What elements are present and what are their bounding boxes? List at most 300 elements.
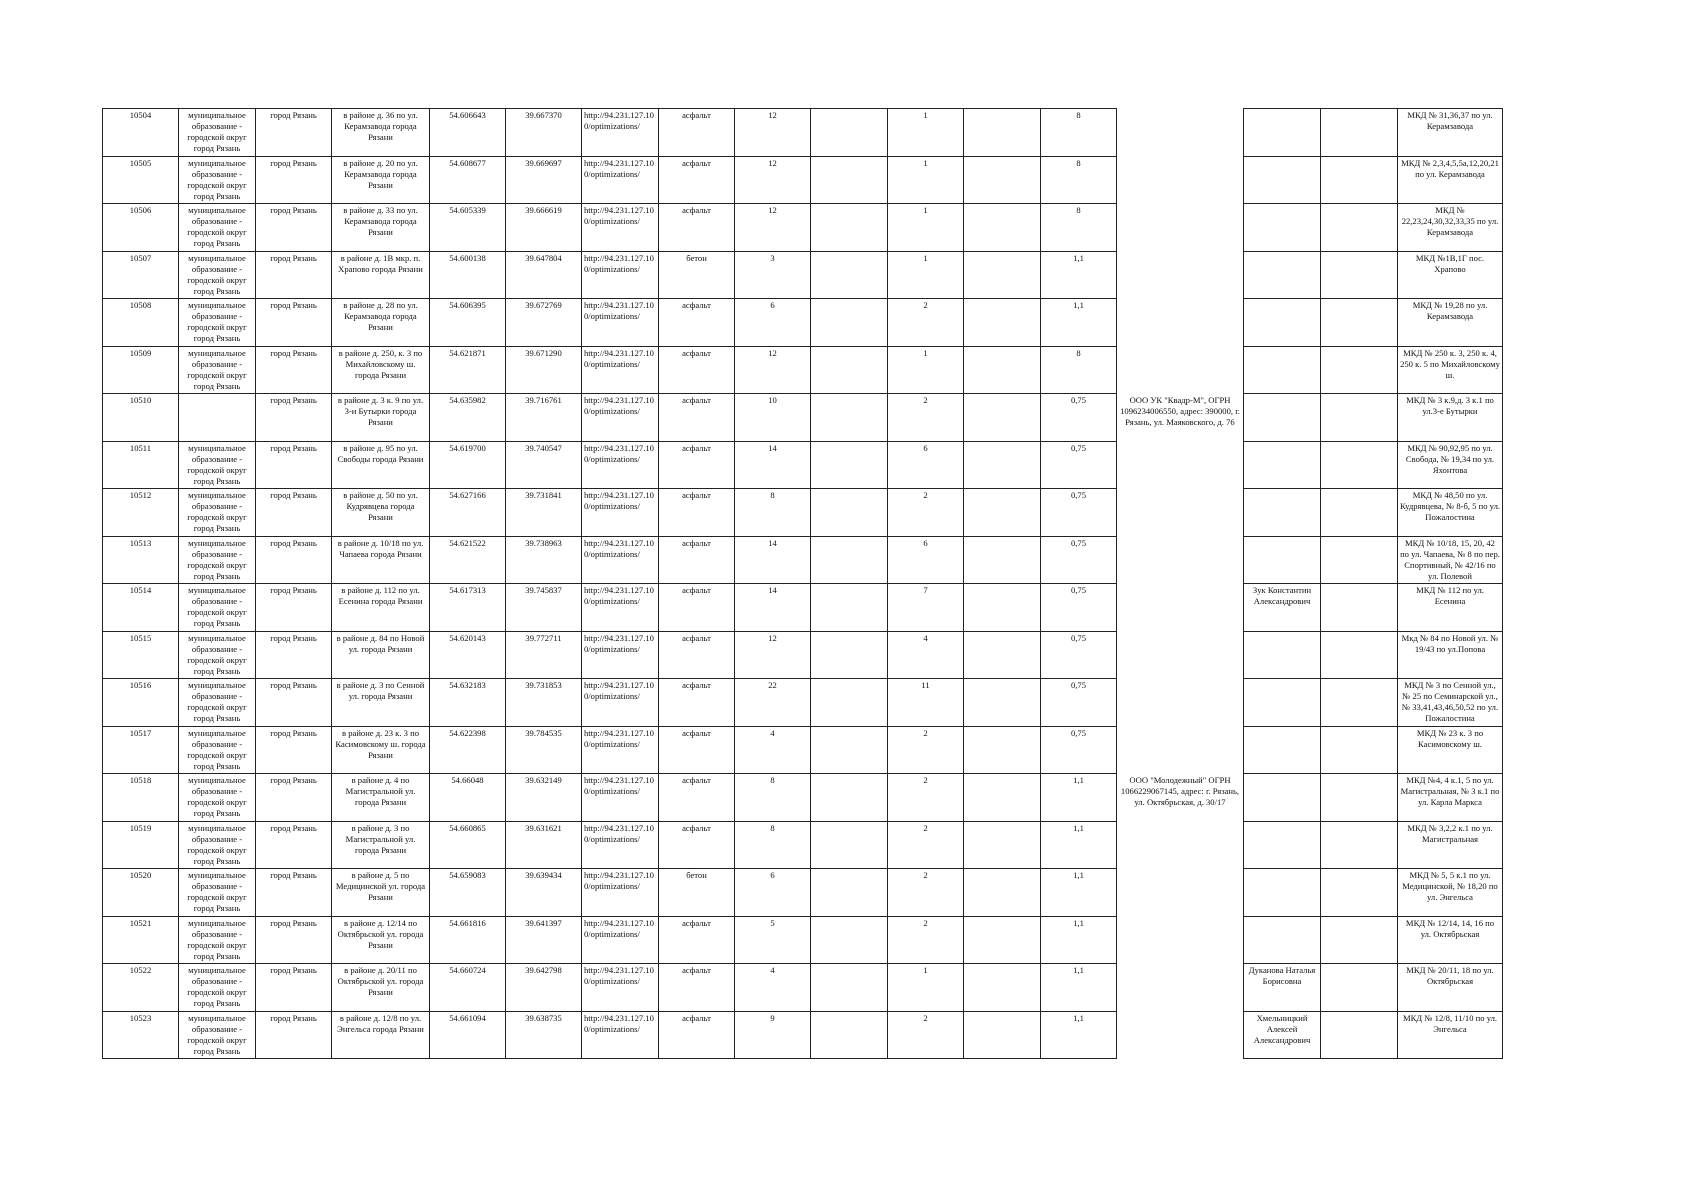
table-row	[103, 774, 1503, 822]
area-cell: 12	[735, 109, 811, 157]
municipality-cell: муниципальное образование - городской округ город Рязань	[179, 964, 256, 1012]
empty-cell	[1321, 869, 1398, 917]
location-cell: в районе д. 12/14 по Октябрьской ул. города Рязани	[332, 916, 430, 964]
map-link-cell[interactable]: http://94.231.127.100/optimizations/	[582, 441, 659, 489]
surface-cell: асфальт	[659, 916, 735, 964]
location-cell: в районе д. 33 по ул. Керамзавода города Рязани	[332, 204, 430, 252]
empty-cell	[964, 251, 1041, 299]
location-cell: в районе д. 250, к. 3 по Михайловскому ш. города Рязани	[332, 346, 430, 394]
volume-cell: 1,1	[1041, 916, 1117, 964]
contact-cell	[1244, 156, 1321, 204]
empty-cell	[811, 109, 888, 157]
site-number-cell: 10519	[103, 821, 179, 869]
empty-cell	[964, 109, 1041, 157]
table-row	[103, 916, 1503, 964]
area-cell: 4	[735, 726, 811, 774]
area-cell: 6	[735, 299, 811, 347]
area-cell: 12	[735, 631, 811, 679]
empty-cell	[964, 489, 1041, 537]
surface-cell: асфальт	[659, 536, 735, 584]
empty-cell	[811, 346, 888, 394]
latitude-cell: 54.620143	[430, 631, 506, 679]
containers-cell: 1	[888, 964, 964, 1012]
latitude-cell: 54.608677	[430, 156, 506, 204]
location-cell: в районе д. 20 по ул. Керамзавода города Рязани	[332, 156, 430, 204]
empty-cell	[964, 346, 1041, 394]
area-cell: 22	[735, 679, 811, 727]
surface-cell: асфальт	[659, 1011, 735, 1059]
map-link-cell[interactable]: http://94.231.127.100/optimizations/	[582, 631, 659, 679]
city-cell: город Рязань	[256, 964, 332, 1012]
map-link-cell[interactable]: http://94.231.127.100/optimizations/	[582, 536, 659, 584]
contact-cell	[1244, 346, 1321, 394]
contact-cell	[1244, 631, 1321, 679]
longitude-cell: 39.716761	[506, 394, 582, 442]
longitude-cell: 39.641397	[506, 916, 582, 964]
contact-cell	[1244, 726, 1321, 774]
served-buildings-cell: МКД № 12/14, 14, 16 по ул. Октябрьская	[1398, 916, 1503, 964]
map-link-cell[interactable]: http://94.231.127.100/optimizations/	[582, 346, 659, 394]
owner-cell	[1117, 346, 1244, 394]
table-row	[103, 156, 1503, 204]
volume-cell: 0,75	[1041, 394, 1117, 442]
empty-cell	[1321, 204, 1398, 252]
longitude-cell: 39.745837	[506, 584, 582, 632]
served-buildings-cell: Мкд № 84 по Новой ул. № 19/43 по ул.Попова	[1398, 631, 1503, 679]
empty-cell	[1321, 156, 1398, 204]
surface-cell: асфальт	[659, 821, 735, 869]
location-cell: в районе д. 36 по ул. Керамзавода города Рязани	[332, 109, 430, 157]
area-cell: 14	[735, 441, 811, 489]
map-link-cell[interactable]: http://94.231.127.100/optimizations/	[582, 394, 659, 442]
municipality-cell: муниципальное образование - городской округ город Рязань	[179, 726, 256, 774]
contact-cell: Хмельницкий Алексей Александрович	[1244, 1011, 1321, 1059]
empty-cell	[811, 489, 888, 537]
city-cell: город Рязань	[256, 726, 332, 774]
table-row	[103, 204, 1503, 252]
owner-cell	[1117, 156, 1244, 204]
latitude-cell: 54.605339	[430, 204, 506, 252]
map-link-cell[interactable]: http://94.231.127.100/optimizations/	[582, 726, 659, 774]
latitude-cell: 54.617313	[430, 584, 506, 632]
city-cell: город Рязань	[256, 346, 332, 394]
empty-cell	[811, 204, 888, 252]
containers-cell: 2	[888, 1011, 964, 1059]
area-cell: 6	[735, 869, 811, 917]
owner-cell	[1117, 441, 1244, 489]
latitude-cell: 54.622398	[430, 726, 506, 774]
empty-cell	[811, 299, 888, 347]
owner-cell	[1117, 536, 1244, 584]
containers-cell: 7	[888, 584, 964, 632]
volume-cell: 1,1	[1041, 964, 1117, 1012]
site-number-cell: 10512	[103, 489, 179, 537]
city-cell: город Рязань	[256, 774, 332, 822]
contact-cell	[1244, 251, 1321, 299]
empty-cell	[964, 679, 1041, 727]
municipality-cell: муниципальное образование - городской округ город Рязань	[179, 251, 256, 299]
municipality-cell: муниципальное образование - городской округ город Рязань	[179, 204, 256, 252]
location-cell: в районе д. 112 по ул. Есенина города Рязани	[332, 584, 430, 632]
map-link-cell[interactable]: http://94.231.127.100/optimizations/	[582, 109, 659, 157]
location-cell: в районе д. 3 по Магистральной ул. города Рязани	[332, 821, 430, 869]
latitude-cell: 54.606643	[430, 109, 506, 157]
location-cell: в районе д. 28 по ул. Керамзавода города Рязани	[332, 299, 430, 347]
area-cell: 10	[735, 394, 811, 442]
empty-cell	[811, 916, 888, 964]
site-number-cell: 10522	[103, 964, 179, 1012]
served-buildings-cell: МКД № 31,36,37 по ул. Керамзавода	[1398, 109, 1503, 157]
location-cell: в районе д. 1В мкр. п. Храпово города Рязани	[332, 251, 430, 299]
owner-cell	[1117, 109, 1244, 157]
volume-cell: 1,1	[1041, 774, 1117, 822]
volume-cell: 1,1	[1041, 299, 1117, 347]
location-cell: в районе д. 4 по Магистральной ул. города Рязани	[332, 774, 430, 822]
latitude-cell: 54.66048	[430, 774, 506, 822]
city-cell: город Рязань	[256, 821, 332, 869]
empty-cell	[1321, 1011, 1398, 1059]
surface-cell: асфальт	[659, 584, 735, 632]
empty-cell	[1321, 584, 1398, 632]
volume-cell: 1,1	[1041, 1011, 1117, 1059]
surface-cell: асфальт	[659, 204, 735, 252]
latitude-cell: 54.606395	[430, 299, 506, 347]
empty-cell	[964, 964, 1041, 1012]
site-number-cell: 10523	[103, 1011, 179, 1059]
containers-cell: 6	[888, 536, 964, 584]
table-row	[103, 441, 1503, 489]
contact-cell	[1244, 869, 1321, 917]
contact-cell: Зук Константин Александрович	[1244, 584, 1321, 632]
served-buildings-cell: МКД № 23 к. 3 по Касимовскому ш.	[1398, 726, 1503, 774]
municipality-cell: муниципальное образование - городской округ город Рязань	[179, 584, 256, 632]
city-cell: город Рязань	[256, 536, 332, 584]
empty-cell	[811, 251, 888, 299]
location-cell: в районе д. 20/11 по Октябрьской ул. города Рязани	[332, 964, 430, 1012]
empty-cell	[811, 774, 888, 822]
served-buildings-cell: МКД № 20/11, 18 по ул. Октябрьская	[1398, 964, 1503, 1012]
containers-cell: 2	[888, 821, 964, 869]
city-cell: город Рязань	[256, 916, 332, 964]
empty-cell	[1321, 536, 1398, 584]
municipality-cell: муниципальное образование - городской округ город Рязань	[179, 916, 256, 964]
empty-cell	[811, 869, 888, 917]
empty-cell	[811, 821, 888, 869]
empty-cell	[964, 916, 1041, 964]
location-cell: в районе д. 23 к. 3 по Касимовскому ш. города Рязани	[332, 726, 430, 774]
volume-cell: 0,75	[1041, 441, 1117, 489]
area-cell: 5	[735, 916, 811, 964]
longitude-cell: 39.731853	[506, 679, 582, 727]
area-cell: 8	[735, 821, 811, 869]
empty-cell	[1321, 251, 1398, 299]
empty-cell	[811, 679, 888, 727]
city-cell: город Рязань	[256, 1011, 332, 1059]
surface-cell: асфальт	[659, 441, 735, 489]
longitude-cell: 39.667370	[506, 109, 582, 157]
city-cell: город Рязань	[256, 204, 332, 252]
site-number-cell: 10513	[103, 536, 179, 584]
municipality-cell: муниципальное образование - городской округ город Рязань	[179, 346, 256, 394]
map-link-cell[interactable]: http://94.231.127.100/optimizations/	[582, 584, 659, 632]
map-link-cell[interactable]: http://94.231.127.100/optimizations/	[582, 489, 659, 537]
table-row	[103, 489, 1503, 537]
contact-cell	[1244, 441, 1321, 489]
empty-cell	[811, 964, 888, 1012]
longitude-cell: 39.672769	[506, 299, 582, 347]
empty-cell	[964, 536, 1041, 584]
owner-cell	[1117, 631, 1244, 679]
empty-cell	[964, 631, 1041, 679]
contact-cell	[1244, 299, 1321, 347]
empty-cell	[1321, 679, 1398, 727]
containers-cell: 11	[888, 679, 964, 727]
volume-cell: 0,75	[1041, 489, 1117, 537]
contact-cell	[1244, 204, 1321, 252]
table-row	[103, 394, 1503, 442]
empty-cell	[964, 394, 1041, 442]
municipality-cell: муниципальное образование - городской округ город Рязань	[179, 536, 256, 584]
contact-cell	[1244, 821, 1321, 869]
volume-cell: 1,1	[1041, 821, 1117, 869]
municipality-cell: муниципальное образование - городской округ город Рязань	[179, 441, 256, 489]
latitude-cell: 54.661816	[430, 916, 506, 964]
contact-cell	[1244, 774, 1321, 822]
table-row	[103, 869, 1503, 917]
contact-cell	[1244, 394, 1321, 442]
map-link-cell[interactable]: http://94.231.127.100/optimizations/	[582, 869, 659, 917]
containers-cell: 1	[888, 346, 964, 394]
longitude-cell: 39.731841	[506, 489, 582, 537]
location-cell: в районе д. 12/8 по ул. Энгельса города Рязани	[332, 1011, 430, 1059]
empty-cell	[811, 1011, 888, 1059]
volume-cell: 8	[1041, 346, 1117, 394]
owner-cell	[1117, 299, 1244, 347]
empty-cell	[1321, 916, 1398, 964]
area-cell: 9	[735, 1011, 811, 1059]
volume-cell: 0,75	[1041, 679, 1117, 727]
longitude-cell: 39.666619	[506, 204, 582, 252]
latitude-cell: 54.661094	[430, 1011, 506, 1059]
empty-cell	[964, 156, 1041, 204]
municipality-cell: муниципальное образование - городской округ город Рязань	[179, 869, 256, 917]
surface-cell: асфальт	[659, 156, 735, 204]
surface-cell: асфальт	[659, 394, 735, 442]
empty-cell	[811, 156, 888, 204]
area-cell: 3	[735, 251, 811, 299]
empty-cell	[1321, 964, 1398, 1012]
site-number-cell: 10507	[103, 251, 179, 299]
served-buildings-cell: МКД № 3,2,2 к.1 по ул. Магистральная	[1398, 821, 1503, 869]
empty-cell	[811, 584, 888, 632]
city-cell: город Рязань	[256, 631, 332, 679]
owner-cell	[1117, 726, 1244, 774]
location-cell: в районе д. 10/18 по ул. Чапаева города Рязани	[332, 536, 430, 584]
owner-cell	[1117, 916, 1244, 964]
containers-cell: 2	[888, 489, 964, 537]
owner-cell	[1117, 964, 1244, 1012]
table-row	[103, 726, 1503, 774]
served-buildings-cell: МКД № 112 по ул. Есенина	[1398, 584, 1503, 632]
latitude-cell: 54.635982	[430, 394, 506, 442]
empty-cell	[1321, 394, 1398, 442]
map-link-cell[interactable]: http://94.231.127.100/optimizations/	[582, 964, 659, 1012]
area-cell: 4	[735, 964, 811, 1012]
served-buildings-cell: МКД № 90,92,95 по ул. Свобода, № 19,34 по ул. Яхонтова	[1398, 441, 1503, 489]
surface-cell: асфальт	[659, 679, 735, 727]
city-cell: город Рязань	[256, 394, 332, 442]
table-row	[103, 631, 1503, 679]
map-link-cell[interactable]: http://94.231.127.100/optimizations/	[582, 299, 659, 347]
municipality-cell: муниципальное образование - городской округ город Рязань	[179, 299, 256, 347]
owner-cell	[1117, 489, 1244, 537]
city-cell: город Рязань	[256, 251, 332, 299]
longitude-cell: 39.632149	[506, 774, 582, 822]
latitude-cell: 54.619700	[430, 441, 506, 489]
containers-cell: 4	[888, 631, 964, 679]
volume-cell: 8	[1041, 156, 1117, 204]
latitude-cell: 54.632183	[430, 679, 506, 727]
city-cell: город Рязань	[256, 489, 332, 537]
contact-cell: Дуканова Наталья Борисовна	[1244, 964, 1321, 1012]
area-cell: 12	[735, 156, 811, 204]
location-cell: в районе д. 50 по ул. Кудрявцева города Рязани	[332, 489, 430, 537]
volume-cell: 1,1	[1041, 251, 1117, 299]
containers-cell: 1	[888, 251, 964, 299]
table-row	[103, 1011, 1503, 1059]
empty-cell	[1321, 774, 1398, 822]
site-number-cell: 10521	[103, 916, 179, 964]
municipality-cell: муниципальное образование - городской округ город Рязань	[179, 774, 256, 822]
volume-cell: 1,1	[1041, 869, 1117, 917]
owner-cell: ООО УК "Квадр-М", ОГРН 1096234006550, адрес: 390000, г. Рязань, ул. Маяковского, д. 76	[1120, 394, 1240, 427]
container-sites-table	[102, 108, 1503, 1059]
longitude-cell: 39.642798	[506, 964, 582, 1012]
map-link-cell[interactable]: http://94.231.127.100/optimizations/	[582, 156, 659, 204]
surface-cell: асфальт	[659, 299, 735, 347]
map-link-cell[interactable]: http://94.231.127.100/optimizations/	[582, 204, 659, 252]
table-row	[103, 679, 1503, 727]
latitude-cell: 54.621871	[430, 346, 506, 394]
longitude-cell: 39.669697	[506, 156, 582, 204]
city-cell: город Рязань	[256, 156, 332, 204]
site-number-cell: 10520	[103, 869, 179, 917]
containers-cell: 2	[888, 869, 964, 917]
site-number-cell: 10514	[103, 584, 179, 632]
map-link-cell[interactable]: http://94.231.127.100/optimizations/	[582, 679, 659, 727]
empty-cell	[964, 441, 1041, 489]
map-link-cell[interactable]: http://94.231.127.100/optimizations/	[582, 916, 659, 964]
table-row	[103, 299, 1503, 347]
contact-cell	[1244, 489, 1321, 537]
location-cell: в районе д. 84 по Новой ул. города Рязани	[332, 631, 430, 679]
surface-cell: асфальт	[659, 726, 735, 774]
city-cell: город Рязань	[256, 441, 332, 489]
site-number-cell: 10518	[103, 774, 179, 822]
empty-cell	[964, 821, 1041, 869]
surface-cell: бетон	[659, 869, 735, 917]
served-buildings-cell: МКД № 3 по Сенной ул., № 25 по Семинарской ул., № 33,41,43,46,50,52 по ул. Пожалостина	[1398, 679, 1503, 727]
map-link-cell[interactable]: http://94.231.127.100/optimizations/	[582, 821, 659, 869]
volume-cell: 0,75	[1041, 726, 1117, 774]
owner-cell	[1117, 869, 1244, 917]
volume-cell: 0,75	[1041, 536, 1117, 584]
empty-cell	[811, 726, 888, 774]
served-buildings-cell: МКД № 10/18, 15, 20, 42 по ул. Чапаева, № 8 по пер. Спортивный, № 42/16 по ул. Полевой	[1398, 536, 1503, 584]
empty-cell	[964, 299, 1041, 347]
table-row	[103, 536, 1503, 584]
empty-cell	[1321, 346, 1398, 394]
latitude-cell: 54.660865	[430, 821, 506, 869]
site-number-cell: 10509	[103, 346, 179, 394]
owner-cell	[1117, 251, 1244, 299]
surface-cell: асфальт	[659, 631, 735, 679]
containers-cell: 1	[888, 204, 964, 252]
map-link-cell[interactable]: http://94.231.127.100/optimizations/	[582, 251, 659, 299]
latitude-cell: 54.660724	[430, 964, 506, 1012]
surface-cell: асфальт	[659, 109, 735, 157]
served-buildings-cell: МКД № 12/8, 11/10 по ул. Энгельса	[1398, 1011, 1503, 1059]
site-number-cell: 10511	[103, 441, 179, 489]
volume-cell: 0,75	[1041, 631, 1117, 679]
empty-cell	[964, 204, 1041, 252]
table-row	[103, 821, 1503, 869]
empty-cell	[1321, 821, 1398, 869]
volume-cell: 8	[1041, 109, 1117, 157]
empty-cell	[964, 584, 1041, 632]
site-number-cell: 10517	[103, 726, 179, 774]
served-buildings-cell: МКД № 5, 5 к.1 по ул. Медицинской, № 18,20 по ул. Энгельса	[1398, 869, 1503, 917]
site-number-cell: 10515	[103, 631, 179, 679]
volume-cell: 0,75	[1041, 584, 1117, 632]
longitude-cell: 39.647804	[506, 251, 582, 299]
site-number-cell: 10505	[103, 156, 179, 204]
empty-cell	[811, 536, 888, 584]
area-cell: 8	[735, 774, 811, 822]
municipality-cell: муниципальное образование - городской округ город Рязань	[179, 1011, 256, 1059]
containers-cell: 2	[888, 916, 964, 964]
municipality-cell: муниципальное образование - городской округ город Рязань	[179, 109, 256, 157]
surface-cell: асфальт	[659, 489, 735, 537]
area-cell: 12	[735, 346, 811, 394]
served-buildings-cell: МКД №1В,1Г пос. Храпово	[1398, 251, 1503, 299]
site-number-cell: 10506	[103, 204, 179, 252]
site-number-cell: 10508	[103, 299, 179, 347]
empty-cell	[811, 631, 888, 679]
municipality-cell	[179, 394, 256, 442]
owner-cell	[1117, 204, 1244, 252]
contact-cell	[1244, 536, 1321, 584]
empty-cell	[1321, 631, 1398, 679]
empty-cell	[811, 441, 888, 489]
map-link-cell[interactable]: http://94.231.127.100/optimizations/	[582, 1011, 659, 1059]
table-row	[103, 964, 1503, 1012]
longitude-cell: 39.772711	[506, 631, 582, 679]
area-cell: 14	[735, 536, 811, 584]
site-number-cell: 10516	[103, 679, 179, 727]
area-cell: 14	[735, 584, 811, 632]
location-cell: в районе д. 3 к. 9 по ул. 3-и Бутырки города Рязани	[332, 394, 430, 442]
empty-cell	[1321, 441, 1398, 489]
empty-cell	[964, 774, 1041, 822]
contact-cell	[1244, 679, 1321, 727]
table-row	[103, 109, 1503, 157]
empty-cell	[1321, 109, 1398, 157]
location-cell: в районе д. 5 по Медицинской ул. города Рязани	[332, 869, 430, 917]
municipality-cell: муниципальное образование - городской округ город Рязань	[179, 631, 256, 679]
map-link-cell[interactable]: http://94.231.127.100/optimizations/	[582, 774, 659, 822]
municipality-cell: муниципальное образование - городской округ город Рязань	[179, 679, 256, 727]
